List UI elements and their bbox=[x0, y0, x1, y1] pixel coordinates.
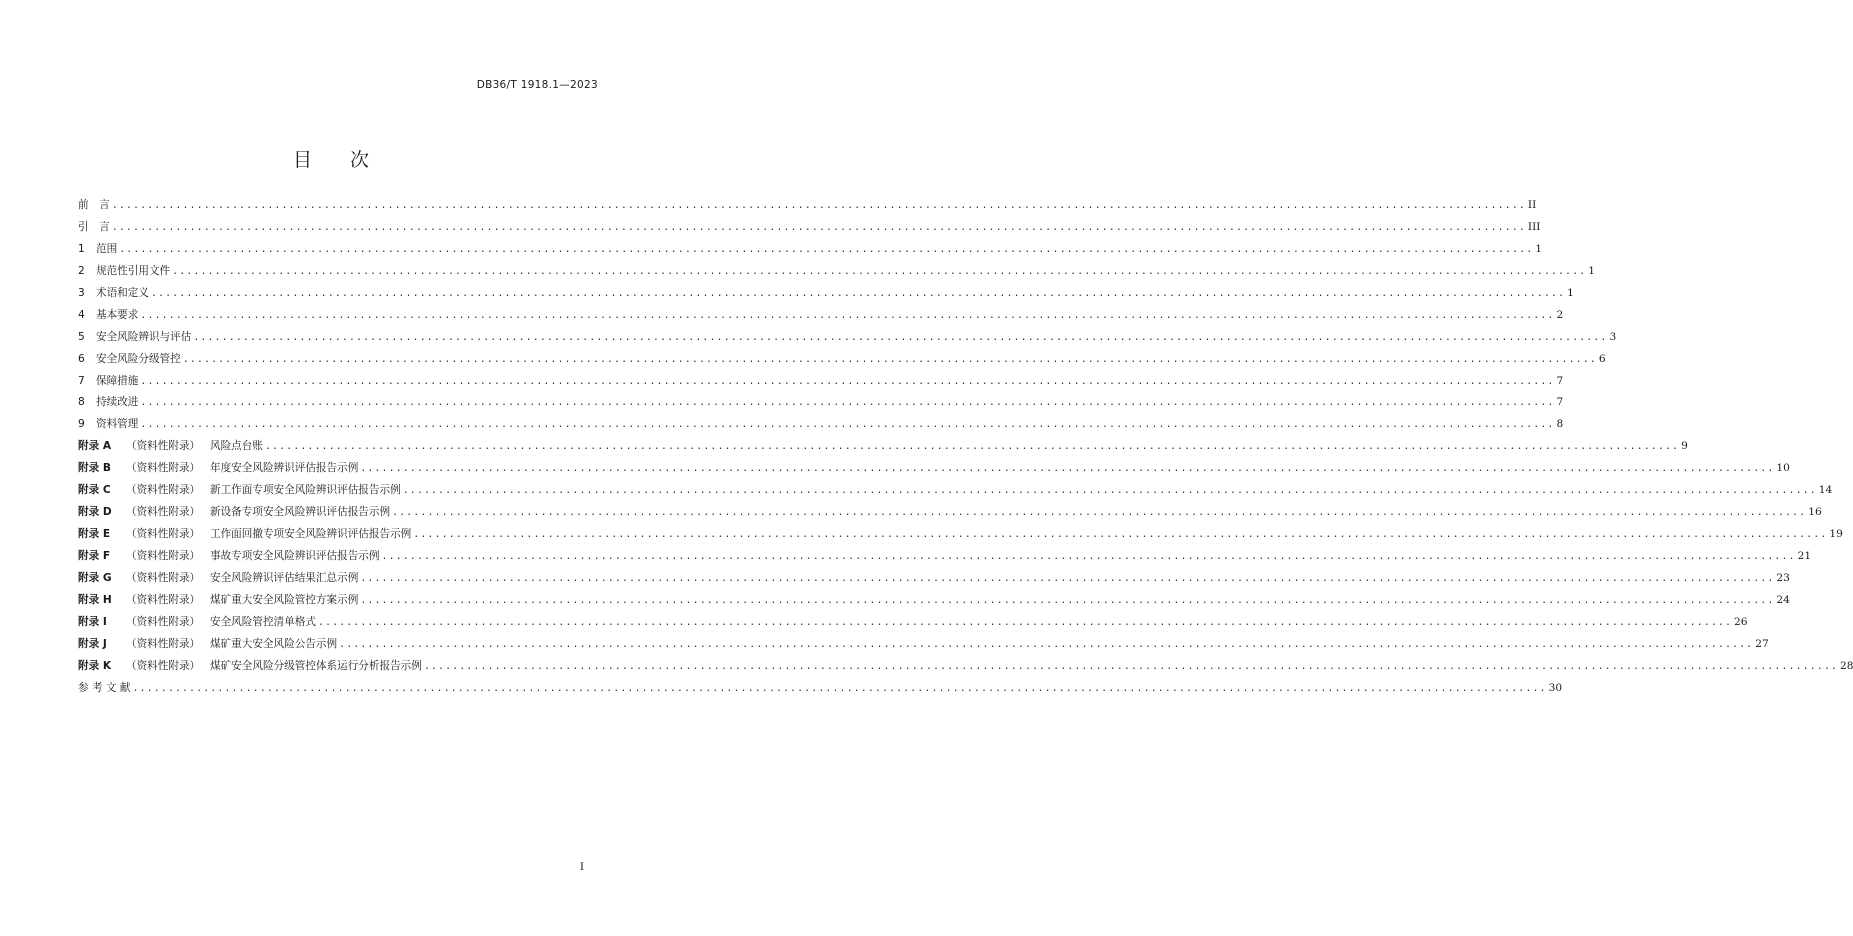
toc-entry-number: 3 bbox=[78, 286, 85, 299]
toc-entry-title: 引 言 bbox=[78, 220, 110, 233]
table-of-contents bbox=[78, 197, 1853, 702]
toc-entry[interactable] bbox=[78, 526, 1843, 548]
toc-entry-page: 26 bbox=[1734, 615, 1748, 628]
toc-entry[interactable] bbox=[78, 263, 1596, 285]
toc-entry-title: 安全风险分级管控 bbox=[96, 352, 181, 365]
toc-entry[interactable] bbox=[78, 658, 1853, 680]
toc-title: 目 次 bbox=[292, 149, 369, 171]
toc-entry[interactable] bbox=[78, 329, 1617, 351]
toc-entry-page: 1 bbox=[1567, 286, 1574, 299]
toc-entry[interactable] bbox=[78, 570, 1790, 592]
toc-entry-page: 8 bbox=[1556, 418, 1564, 431]
toc-entry-title: 规范性引用文件 bbox=[96, 264, 171, 277]
toc-entry[interactable] bbox=[78, 416, 1564, 438]
toc-entry-title: 煤矿安全风险分级管控体系运行分析报告示例 bbox=[210, 659, 422, 672]
toc-entry-page: 2 bbox=[1556, 308, 1564, 321]
toc-appendix-label: 附录 C bbox=[78, 484, 111, 497]
toc-entry-title: 术语和定义 bbox=[96, 286, 149, 299]
toc-entry-title: 资料管理 bbox=[96, 418, 139, 431]
toc-appendix-note: （资料性附录） bbox=[126, 440, 201, 453]
toc-entry-title: 安全风险辨识与评估 bbox=[96, 330, 192, 343]
toc-entry[interactable] bbox=[78, 482, 1833, 504]
toc-appendix-label: 附录 B bbox=[78, 462, 111, 475]
toc-appendix-label: 附录 A bbox=[78, 440, 112, 453]
toc-leader-dots: ........................................................................................................................................................................................................ bbox=[402, 485, 1817, 497]
toc-appendix-label: 附录 I bbox=[78, 615, 107, 628]
toc-entry-page: 6 bbox=[1598, 352, 1606, 365]
toc-entry[interactable] bbox=[78, 285, 1574, 307]
toc-entry[interactable] bbox=[78, 219, 1541, 241]
toc-appendix-label: 附录 E bbox=[78, 528, 111, 541]
toc-entry-number: 7 bbox=[78, 374, 85, 387]
toc-entry-page: 19 bbox=[1829, 528, 1843, 541]
toc-entry-page: 7 bbox=[1556, 374, 1564, 387]
toc-leader-dots: ........................................................................................................................................................................................................ bbox=[140, 397, 1555, 409]
toc-entry-title: 参 考 文 献 bbox=[78, 681, 131, 694]
toc-entry[interactable] bbox=[78, 592, 1790, 614]
toc-entry-title: 范围 bbox=[96, 242, 118, 255]
toc-appendix-note: （资料性附录） bbox=[126, 484, 201, 497]
toc-entry-title: 风险点台账 bbox=[210, 440, 263, 453]
toc-appendix-label: 附录 H bbox=[78, 593, 112, 606]
toc-entry-page: 21 bbox=[1797, 550, 1812, 562]
toc-entry-title: 年度安全风险辨识评估报告示例 bbox=[210, 462, 359, 475]
toc-entry[interactable] bbox=[78, 548, 1812, 570]
toc-entry-title: 基本要求 bbox=[96, 308, 139, 321]
toc-entry[interactable] bbox=[78, 460, 1790, 482]
toc-entry-page: II bbox=[1527, 199, 1537, 211]
toc-entry-title: 事故专项安全风险辨识评估报告示例 bbox=[210, 550, 380, 562]
toc-entry[interactable] bbox=[78, 373, 1564, 395]
toc-leader-dots: ........................................................................................................................................................................................................ bbox=[381, 551, 1796, 562]
toc-entry-page: 27 bbox=[1755, 637, 1769, 650]
toc-leader-dots: ........................................................................................................................................................................................................ bbox=[339, 638, 1754, 650]
toc-leader-dots: ........................................................................................................................................................................................................ bbox=[111, 200, 1526, 211]
toc-entry-title: 安全风险辨识评估结果汇总示例 bbox=[210, 571, 359, 584]
toc-appendix-note: （资料性附录） bbox=[126, 593, 201, 606]
standard-number: DB36/T 1918.1—2023 bbox=[476, 79, 598, 91]
toc-entry-title: 煤矿重大安全风险公告示例 bbox=[210, 637, 338, 650]
toc-leader-dots: ........................................................................................................................................................................................................ bbox=[150, 287, 1566, 299]
toc-appendix-note: （资料性附录） bbox=[126, 615, 201, 628]
toc-entry-number: 6 bbox=[78, 352, 85, 365]
toc-entry-page: 1 bbox=[1588, 264, 1596, 277]
toc-entry-title: 保障措施 bbox=[96, 374, 139, 387]
toc-appendix-label: 附录 D bbox=[78, 506, 112, 519]
toc-entry[interactable] bbox=[78, 307, 1564, 329]
toc-leader-dots: ........................................................................................................................................................................................................ bbox=[140, 309, 1555, 321]
toc-entry[interactable] bbox=[78, 241, 1543, 263]
toc-appendix-note: （资料性附录） bbox=[126, 528, 201, 541]
toc-leader-dots: ........................................................................................................................................................................................................ bbox=[140, 375, 1555, 387]
toc-leader-dots: ........................................................................................................................................................................................................ bbox=[360, 594, 1775, 606]
toc-entry-title: 新工作面专项安全风险辨识评估报告示例 bbox=[210, 484, 401, 497]
toc-entry-title: 持续改进 bbox=[96, 396, 139, 409]
toc-appendix-note: （资料性附录） bbox=[126, 637, 201, 650]
toc-entry-number: 9 bbox=[78, 418, 85, 431]
toc-entry-title: 煤矿重大安全风险管控方案示例 bbox=[210, 593, 359, 606]
toc-entry-page: 28 bbox=[1839, 659, 1853, 672]
toc-leader-dots: ........................................................................................................................................................................................................ bbox=[264, 441, 1680, 453]
toc-entry[interactable] bbox=[78, 351, 1606, 373]
toc-entry-page: 16 bbox=[1808, 506, 1822, 519]
toc-appendix-label: 附录 G bbox=[78, 571, 112, 584]
toc-entry-page: 7 bbox=[1556, 396, 1564, 409]
toc-entry-title: 前 言 bbox=[78, 199, 110, 211]
toc-appendix-note: （资料性附录） bbox=[126, 462, 201, 475]
toc-leader-dots: ........................................................................................................................................................................................................ bbox=[392, 507, 1807, 519]
toc-leader-dots: ........................................................................................................................................................................................................ bbox=[423, 660, 1838, 672]
toc-entry[interactable] bbox=[78, 438, 1688, 460]
toc-appendix-note: （资料性附录） bbox=[126, 550, 201, 562]
toc-leader-dots: ........................................................................................................................................................................................................ bbox=[140, 419, 1555, 431]
toc-entry-page: 24 bbox=[1776, 593, 1790, 606]
toc-entry-number: 5 bbox=[78, 330, 85, 343]
toc-appendix-note: （资料性附录） bbox=[126, 506, 201, 519]
toc-leader-dots: ........................................................................................................................................................................................................ bbox=[119, 243, 1534, 255]
toc-entry-page: 10 bbox=[1776, 462, 1790, 475]
toc-leader-dots: ........................................................................................................................................................................................................ bbox=[193, 331, 1608, 343]
toc-entry-number: 8 bbox=[78, 396, 85, 409]
toc-entry-page: 23 bbox=[1776, 571, 1790, 584]
toc-entry[interactable] bbox=[78, 636, 1769, 658]
toc-entry-title: 新设备专项安全风险辨识评估报告示例 bbox=[210, 506, 391, 519]
toc-entry[interactable] bbox=[78, 394, 1564, 416]
toc-leader-dots: ........................................................................................................................................................................................................ bbox=[317, 616, 1733, 628]
toc-entry-number: 1 bbox=[78, 242, 85, 255]
toc-entry-number: 2 bbox=[78, 264, 85, 277]
toc-entry-page: 1 bbox=[1535, 242, 1543, 255]
toc-leader-dots: ........................................................................................................................................................................................................ bbox=[172, 265, 1587, 277]
toc-entry[interactable] bbox=[78, 614, 1748, 636]
toc-entry[interactable] bbox=[78, 680, 1563, 702]
toc-entry-title: 安全风险管控清单格式 bbox=[210, 615, 316, 628]
toc-entry-page: 3 bbox=[1609, 330, 1617, 343]
toc-entry-title: 工作面回撤专项安全风险辨识评估报告示例 bbox=[210, 528, 412, 541]
toc-entry-page: 30 bbox=[1548, 681, 1563, 694]
toc-appendix-label: 附录 K bbox=[78, 659, 112, 672]
toc-appendix-label: 附录 J bbox=[78, 637, 107, 650]
toc-leader-dots: ........................................................................................................................................................................................................ bbox=[413, 529, 1828, 541]
toc-leader-dots: ........................................................................................................................................................................................................ bbox=[111, 221, 1526, 233]
toc-entry[interactable] bbox=[78, 197, 1537, 219]
toc-appendix-note: （资料性附录） bbox=[126, 659, 201, 672]
toc-entry-number: 4 bbox=[78, 308, 85, 321]
toc-appendix-note: （资料性附录） bbox=[126, 571, 201, 584]
toc-entry[interactable] bbox=[78, 504, 1822, 526]
toc-entry-page: III bbox=[1527, 220, 1541, 233]
toc-entry-page: 9 bbox=[1681, 440, 1688, 453]
toc-leader-dots: ........................................................................................................................................................................................................ bbox=[360, 463, 1775, 475]
toc-leader-dots: ........................................................................................................................................................................................................ bbox=[132, 682, 1547, 694]
toc-leader-dots: ........................................................................................................................................................................................................ bbox=[182, 353, 1597, 365]
toc-appendix-label: 附录 F bbox=[78, 550, 111, 562]
page-number: I bbox=[579, 861, 584, 873]
toc-entry-page: 14 bbox=[1818, 484, 1833, 497]
toc-leader-dots: ........................................................................................................................................................................................................ bbox=[360, 572, 1775, 584]
